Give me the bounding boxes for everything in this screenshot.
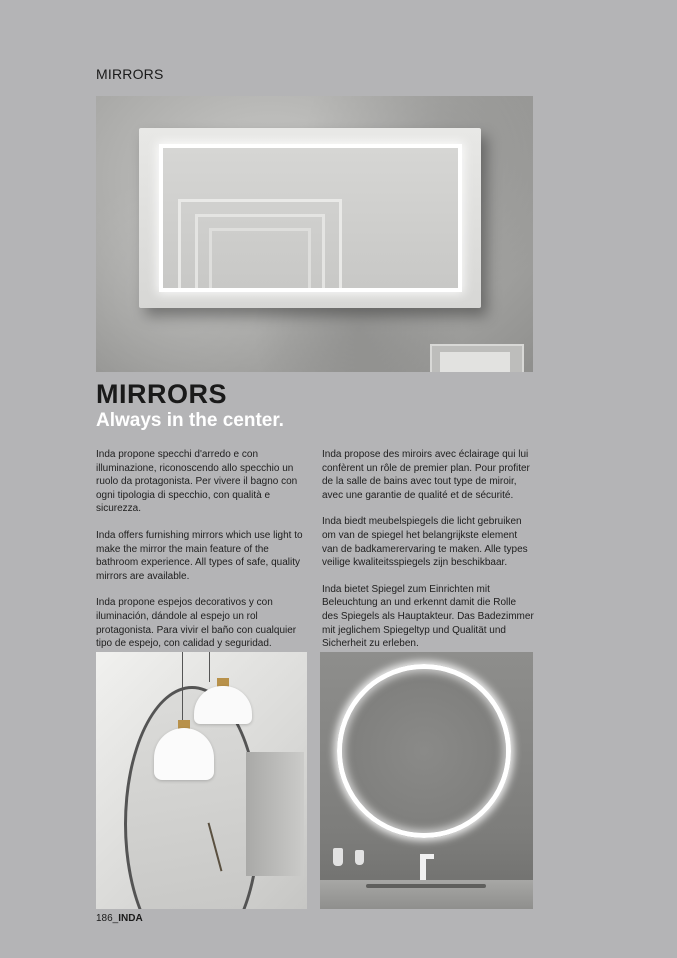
section-label: MIRRORS [96, 66, 164, 82]
paragraph-dutch: Inda biedt meubelspiegels die licht gebruiken om van de spiegel het belangrijkste element van de badkamerervaring te maken. Alle types veilige kwaliteitsspiegels zijn beschikbaar. [322, 516, 528, 569]
wall-cabinet [246, 752, 304, 876]
paragraph-german: Inda bietet Spiegel zum Einrichten mit Beleuchtung an und erkennt damit die Rolle des Spiegels als Hauptakteur. Das Badezimmer mit jeglichem Spiegeltyp und Qualität und Sicherheit zu erleben. [322, 583, 534, 650]
wall-panel [430, 344, 524, 372]
page-subtitle: Always in the center. [96, 410, 284, 431]
paragraph-french: Inda propose des miroirs avec éclairage qui lui confèrent un rôle de premier plan. Pour profiter de la salle de bains avec tout type de miroir, avec une garantie de qualité et de sécurité. [322, 449, 530, 501]
page-title: MIRRORS [96, 379, 227, 409]
photo-round-led-mirror [320, 652, 533, 909]
paragraph-spanish: Inda propone espejos decorativos y con iluminación, dándole al espejo un rol protagonista. Para vivir el baño con cualquier tipo de espejo, con calidad y seguridad. [96, 597, 297, 650]
lamp-cord [182, 652, 183, 724]
mirror-glass-led-border [163, 148, 458, 288]
text-column-right [322, 448, 534, 664]
hero-photo-rectangular-led-mirror [96, 96, 533, 372]
text-column-left [96, 448, 308, 664]
glass-holder [333, 848, 343, 866]
lamp-cord [209, 652, 210, 682]
page-footer [96, 913, 143, 924]
paragraph-english: Inda offers furnishing mirrors which use light to make the mirror the main feature of the bathroom experience. All types of safe, quality mirrors are available. [96, 529, 303, 582]
glass-holder [355, 850, 364, 865]
reflected-door-frame-inner [209, 228, 311, 288]
photo-oval-mirror-pendant-lamps [96, 652, 307, 909]
wall-panel-inset [440, 352, 510, 372]
page-number: 186_ [96, 913, 119, 924]
round-led-mirror [337, 664, 511, 838]
pendant-lamp-icon [154, 728, 214, 780]
mirror-frame [139, 128, 481, 308]
basin-edge [366, 884, 486, 888]
brand-name: INDA [118, 913, 143, 924]
paragraph-italian: Inda propone specchi d'arredo e con illuminazione, riconoscendo allo specchio un ruolo da protagonista. Per vivere il bagno con ogni tipologia di specchio, con qualità e sicurezza. [96, 449, 298, 515]
faucet-icon [420, 856, 426, 882]
